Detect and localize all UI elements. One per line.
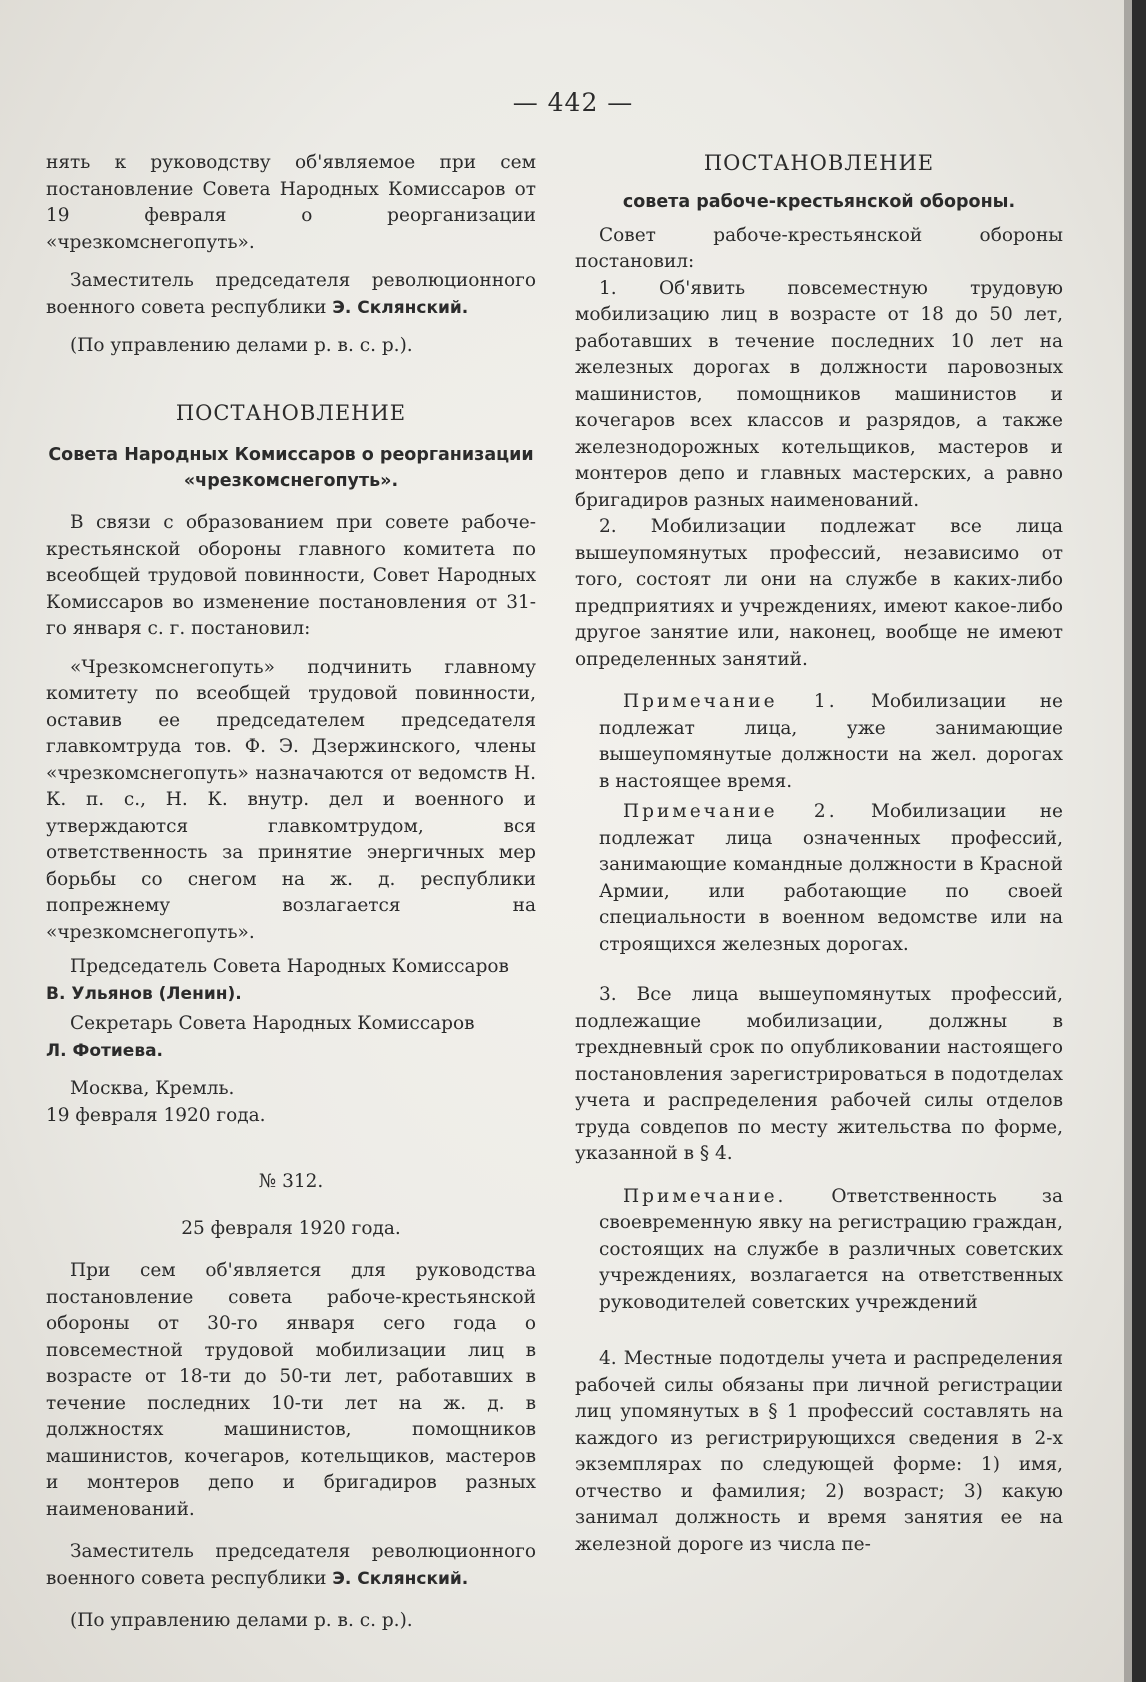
paragraph: При сем об'является для руководства постановление совета рабоче-крестьянской обороны от 30-го января сего года о повсеместной трудовой мобилизации лиц в возрасте от 18-ти до 50-ти лет, работавших в течение последних 10-ти лет на ж. д. в должностях машинистов, помощников машинистов, кочегаров, котельщиков, мастеров и монтеров депо и бригадиров разных наименований. (46, 1260, 536, 1520)
note-label: Примечание. (623, 1185, 787, 1207)
section-subheading: Совета Народных Комиссаров о реорганизации «чрезкомснегопуть». (48, 445, 534, 491)
signature-name: Л. Фотиева. (46, 1040, 164, 1061)
item: 3. Все лица вышеупомянутых профессий, подлежащие мобилизации, должны в трехдневный срок по опубликовании настоящего постановления зарегистрироваться в подотделах учета и распределения рабочей силы отделов труда совдепов по месту жительства по форме, указанной в § 4. (575, 984, 1063, 1164)
section-subheading: совета рабоче-крестьянской обороны. (622, 191, 1016, 212)
page-shadow (1124, 0, 1132, 1682)
paragraph: «Чрезкомснегопуть» подчинить главному комитету по всеобщей трудовой повинности, оставив ее председателем председателя главкомтруда тов. Ф. Э. Дзержинского, члены «чрезкомснегопуть» назначаются от ведомств Н. К. п. с., Н. К. внутр. дел и военного и утверждаются главкомтрудом, вся ответственность за принятие энергичных мер борьбы со снегом на ж. д. республики попрежнему возлагается на «чрезкомснегопуть». (46, 656, 536, 943)
signature-name: В. Ульянов (Ленин). (46, 983, 242, 1004)
right-column (575, 150, 1063, 1558)
reference-note: (По управлению делами р. в. с. р.). (70, 1610, 413, 1631)
reference-note: (По управлению делами р. в. с. р.). (70, 335, 413, 356)
signature-secretary: Секретарь Совета Народных Комиссаров (70, 1013, 475, 1034)
paragraph: Совет рабоче-крестьянской обороны постановил: (575, 224, 1063, 272)
item: 2. Мобилизации подлежат все лица вышеупомянутых профессий, независимо от того, состоят ли они на службе в каких-либо предприятиях и учреждениях, имеют какое-либо другое занятие или, наконец, вообще не имеют определенных занятий. (575, 516, 1063, 670)
signature-deputy: Заместитель председателя революционного военного совета республики Э. Склянский. (46, 1541, 536, 1589)
continued-paragraph: нять к руководству об'являемое при сем постановление Совета Народных Комиссаров от 19 февраля о реорганизации «чрезкомснегопуть». (46, 152, 536, 253)
note: Примечание 2. Мобилизации не подлежат лица означенных профессий, занимающие командные должности в Красной Армии, или работающие по своей специальности в военном ведомстве или на строящихся железных дорогах. (599, 801, 1063, 955)
section-heading: ПОСТАНОВЛЕНИЕ (175, 400, 407, 425)
note: Примечание. Ответственность за своевременную явку на регистрацию граждан, состоящих на службе в различных советских учреждениях, возлагается на ответственных руководителей советских учреждений (599, 1185, 1063, 1313)
note-label: Примечание 1. (623, 691, 838, 712)
item: 1. Об'явить повсеместную трудовую мобилизацию лиц в возрасте от 18 до 50 лет, работавших в течение последних 10 лет на железных дорогах в должности паровозных машинистов, помощников машинистов и кочегаров всех классов и разрядов, а также железнодорожных котельщиков, мастеров и монтеров депо и главных мастерских, а равно бригадиров разных наименований. (575, 277, 1063, 511)
date: 19 февраля 1920 года. (46, 1104, 266, 1126)
note-label: Примечание 2. (623, 801, 838, 822)
left-column (46, 150, 536, 1635)
signature-name: Э. Склянский. (332, 297, 469, 318)
place: Москва, Кремль. (70, 1078, 235, 1099)
paragraph: В связи с образованием при совете рабоче-крестьянской обороны главного комитета по всеобщей трудовой повинности, Совет Народных Комиссаров во изменение постановления от 31-го января с. г. постановил: (46, 512, 536, 639)
signature-deputy: Заместитель председателя революционного военного совета республики Э. Склянский. (46, 270, 536, 318)
document-number: № 312. (258, 1171, 324, 1192)
item: 4. Местные подотделы учета и распределения рабочей силы обязаны при личной регистрации лиц упомянутых в § 1 профессий составлять на каждого из регистрирующихся сведения в 2-х экземплярах по следующей форме: 1) имя, отчество и фамилия; 2) возраст; 3) какую занимал должность и время занятия ее на железной дороге из числа пе- (575, 1348, 1063, 1555)
page-number: — 442 — (512, 88, 634, 117)
section-heading: ПОСТАНОВЛЕНИЕ (703, 151, 935, 175)
page-edge (1132, 0, 1146, 1682)
document-date: 25 февраля 1920 года. (181, 1217, 401, 1239)
note: Примечание 1. Мобилизации не подлежат лица, уже занимающие вышеупомянутые должности на жел. дорогах в настоящее время. (599, 691, 1063, 792)
signature-name: Э. Склянский. (332, 1568, 469, 1589)
signature-chairman: Председатель Совета Народных Комиссаров (70, 956, 509, 977)
